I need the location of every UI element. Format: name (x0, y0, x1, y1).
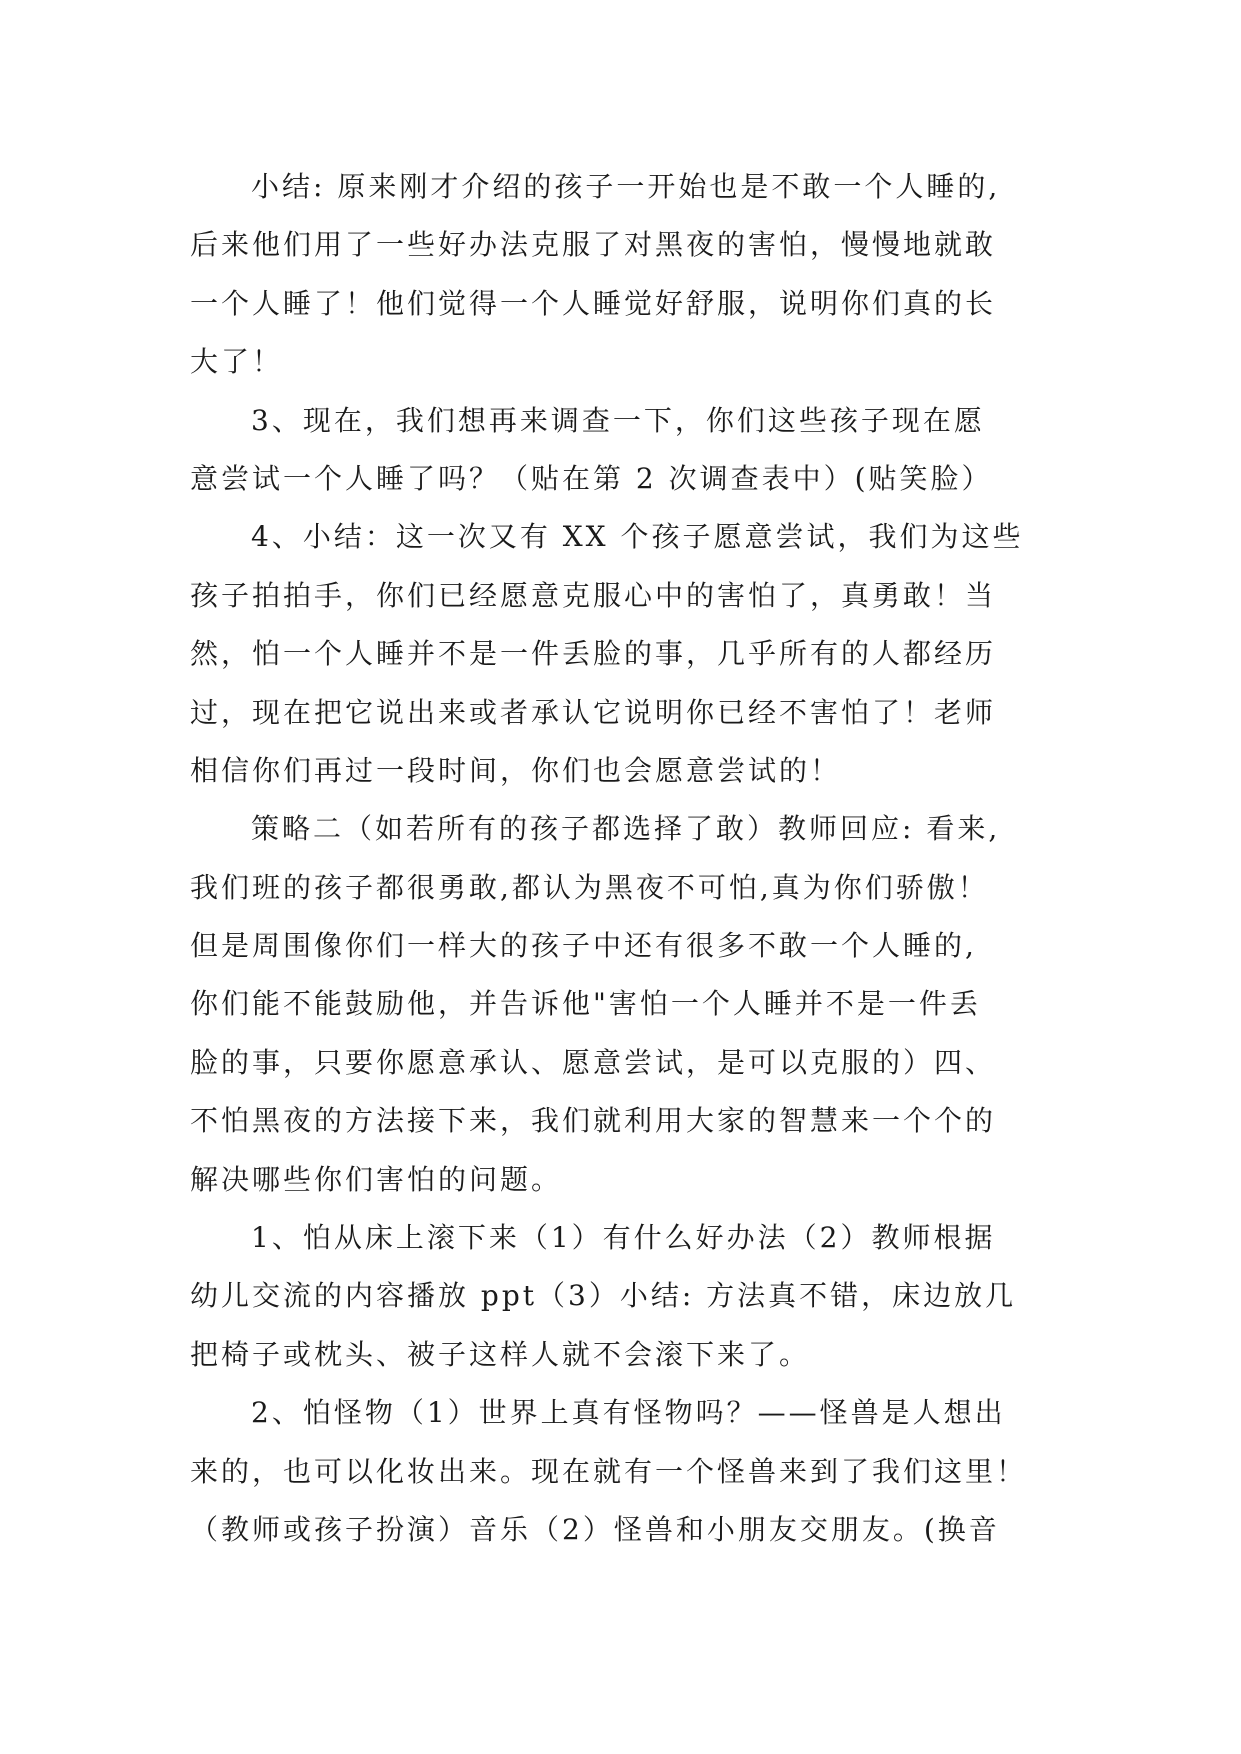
text-line: 来的，也可以化妆出来。现在就有一个怪兽来到了我们这里！ (190, 1454, 1028, 1488)
document-body (190, 158, 1060, 1559)
text-line: 相信你们再过一段时间，你们也会愿意尝试的！ (190, 753, 842, 787)
text-line: 脸的事，只要你愿意承认、愿意尝试，是可以克服的）四、 (190, 1045, 997, 1079)
text-line: 大了！ (190, 345, 284, 379)
text-line: 过，现在把它说出来或者承认它说明你已经不害怕了！老师 (190, 695, 997, 729)
text-line: 意尝试一个人睡了吗？（贴在第 2 次调查表中）(贴笑脸） (190, 461, 993, 495)
text-line: 但是周围像你们一样大的孩子中还有很多不敢一个人睡的, (190, 929, 977, 963)
text-line: 不怕黑夜的方法接下来，我们就利用大家的智慧来一个个的 (190, 1104, 997, 1138)
text-line: 策略二（如若所有的孩子都选择了敢）教师回应: 看来, (251, 812, 1001, 846)
text-line: 然，怕一个人睡并不是一件丢脸的事，几乎所有的人都经历 (190, 637, 997, 671)
text-line: 后来他们用了一些好办法克服了对黑夜的害怕，慢慢地就敢 (190, 228, 997, 262)
text-line: （教师或孩子扮演）音乐（2）怪兽和小朋友交朋友。(换音 (190, 1512, 1000, 1546)
text-line: 2、怕怪物（1）世界上真有怪物吗？——怪兽是人想出 (251, 1396, 1006, 1430)
text-line: 幼儿交流的内容播放 ppt（3）小结: 方法真不错，床边放几 (190, 1279, 1017, 1313)
text-line: 孩子拍拍手，你们已经愿意克服心中的害怕了，真勇敢！当 (190, 578, 997, 612)
text-line: 3、现在，我们想再来调查一下，你们这些孩子现在愿 (251, 403, 985, 437)
text-line: 解决哪些你们害怕的问题。 (190, 1162, 563, 1196)
text-line: 我们班的孩子都很勇敢,都认为黑夜不可怕,真为你们骄傲！ (190, 870, 989, 904)
text-line: 一个人睡了！他们觉得一个人睡觉好舒服，说明你们真的长 (190, 286, 997, 320)
text-line: 你们能不能鼓励他，并告诉他"害怕一个人睡并不是一件丢 (190, 987, 981, 1021)
text-line: 4、小结：这一次又有 XX 个孩子愿意尝试，我们为这些 (251, 520, 1024, 554)
text-line: 把椅子或枕头、被子这样人就不会滚下来了。 (190, 1337, 811, 1371)
text-line: 小结: 原来刚才介绍的孩子一开始也是不敢一个人睡的, (251, 170, 1001, 203)
text-line: 1、怕从床上滚下来（1）有什么好办法（2）教师根据 (251, 1221, 996, 1255)
